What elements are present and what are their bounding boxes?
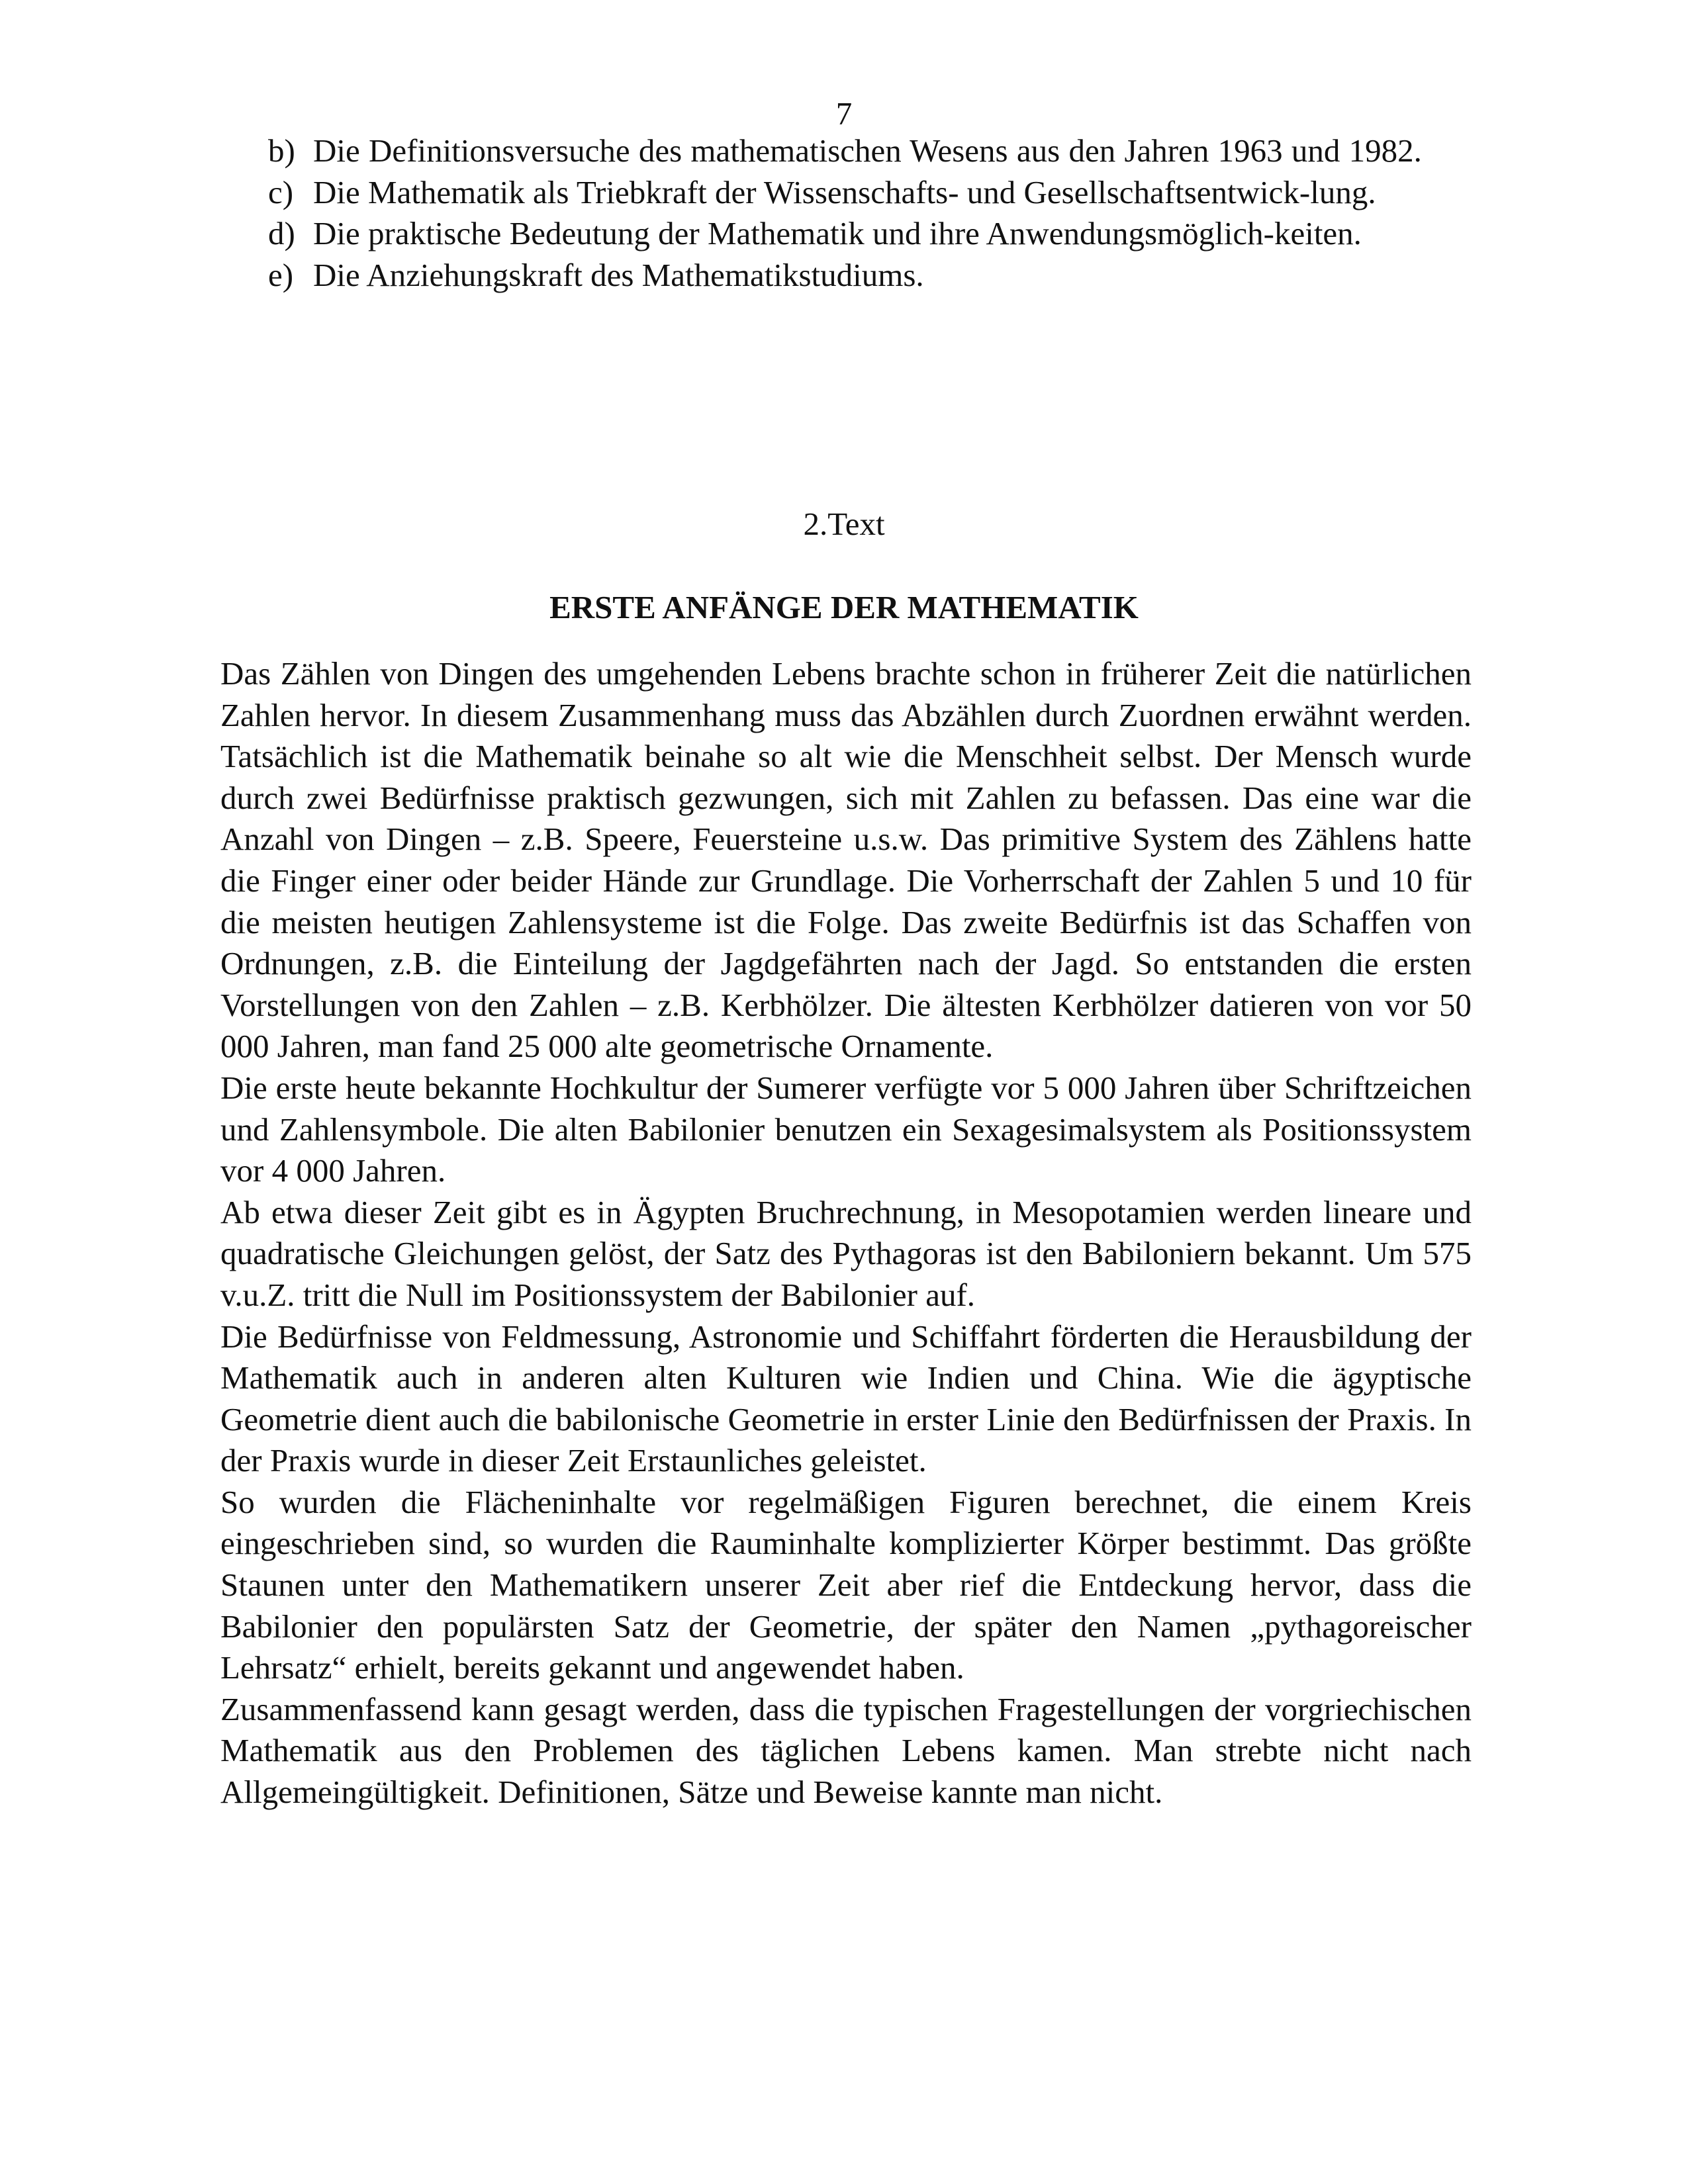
- page-number: 7: [835, 95, 853, 132]
- paragraph: Die Bedürfnisse von Feldmessung, Astronomie und Schiffahrt förderten die Herausbildung der Mathematik auch in anderen alten Kulturen wie Indien und China. Wie die ägyptische Geometrie dient auch die babilonische Geometrie in erster Linie den Bedürfnissen der Praxis. In der Praxis wurde in dieser Zeit Erstaunliches geleistet.: [220, 1318, 1472, 1479]
- body-text: [220, 653, 1472, 1813]
- list-item-text: Die Definitionsversuche des mathematischen Wesens aus den Jahren 1963 und 1982.: [313, 132, 1422, 169]
- section-heading: 2.Text: [803, 506, 885, 542]
- paragraph: Die erste heute bekannte Hochkultur der Sumerer verfügte vor 5 000 Jahren über Schriftzeichen und Zahlensymbole. Die alten Babilonier benutzen ein Sexagesimalsystem als Positionssystem vor 4 000 Jahren.: [220, 1069, 1472, 1189]
- list-item-marker: e): [268, 256, 294, 293]
- list-item: [220, 130, 1472, 172]
- list-item-marker: b): [268, 132, 295, 169]
- list-item-marker: c): [268, 173, 294, 210]
- list-item: [220, 255, 1472, 296]
- paragraph: Das Zählen von Dingen des umgehenden Lebens brachte schon in früherer Zeit die natürlichen Zahlen hervor. In diesem Zusammenhang muss das Abzählen durch Zuordnen erwähnt werden. Tatsächlich ist die Mathematik beinahe so alt wie die Menschheit selbst. Der Mensch wurde durch zwei Bedürfnisse praktisch gezwungen, sich mit Zahlen zu befassen. Das eine war die Anzahl von Dingen – z.B. Speere, Feuersteine u.s.w. Das primitive System des Zählens hatte die Finger einer oder beider Hände zur Grundlage. Die Vorherrschaft der Zahlen 5 und 10 für die meisten heutigen Zahlensysteme ist die Folge. Das zweite Bedürfnis ist das Schaffen von Ordnungen, z.B. die Einteilung der Jagdgefährten nach der Jagd. So entstanden die ersten Vorstellungen von den Zahlen – z.B. Kerbhölzer. Die ältesten Kerbhölzer datieren von vor 50 000 Jahren, man fand 25 000 alte geometrische Ornamente.: [220, 655, 1472, 1065]
- topic-list: [220, 130, 1472, 296]
- page-title: ERSTE ANFÄNGE DER MATHEMATIK: [549, 589, 1139, 625]
- paragraph: Zusammenfassend kann gesagt werden, dass die typischen Fragestellungen der vorgriechischen Mathematik aus den Problemen des täglichen Lebens kamen. Man strebte nicht nach Allgemeingültigkeit. Definitionen, Sätze und Beweise kannte man nicht.: [220, 1690, 1472, 1811]
- list-item-text: Die praktische Bedeutung der Mathematik und ihre Anwendungsmöglich-keiten.: [313, 215, 1362, 251]
- list-item: [220, 213, 1472, 255]
- list-item: [220, 172, 1472, 214]
- paragraph: Ab etwa dieser Zeit gibt es in Ägypten Bruchrechnung, in Mesopotamien werden lineare und quadratische Gleichungen gelöst, der Satz des Pythagoras ist den Babiloniern bekannt. Um 575 v.u.Z. tritt die Null im Positionssystem der Babilonier auf.: [220, 1193, 1472, 1313]
- paragraph: So wurden die Flächeninhalte vor regelmäßigen Figuren berechnet, die einem Kreis eingeschrieben sind, so wurden die Rauminhalte komplizierter Körper bestimmt. Das größte Staunen unter den Mathematikern unserer Zeit aber rief die Entdeckung hervor, dass die Babilonier den populärsten Satz der Geometrie, der später den Namen „pythagoreischer Lehrsatz“ erhielt, bereits gekannt und angewendet haben.: [220, 1483, 1472, 1686]
- list-item-text: Die Anziehungskraft des Mathematikstudiums.: [313, 256, 924, 293]
- list-item-marker: d): [268, 215, 295, 251]
- list-item-text: Die Mathematik als Triebkraft der Wissenschafts- und Gesellschaftsentwick-lung.: [313, 173, 1376, 210]
